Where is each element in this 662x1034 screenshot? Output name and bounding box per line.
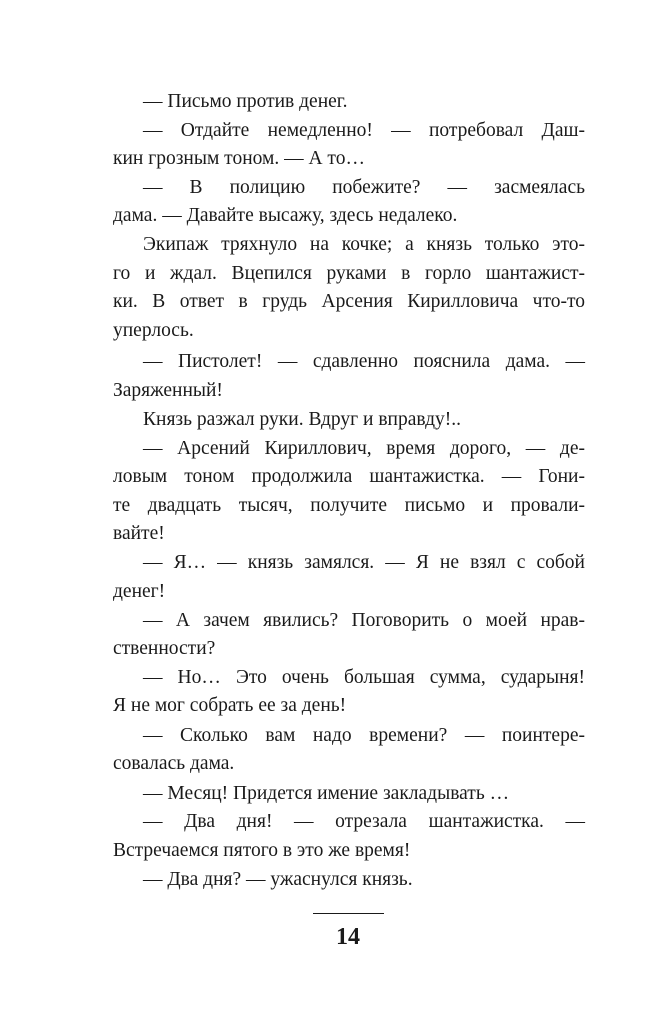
text-line: вайте! (113, 523, 165, 544)
text-line: ки. В ответ в грудь Арсения Кирилловича что-то (113, 291, 585, 312)
text-line: Князь разжал руки. Вдруг и вправду!.. (143, 409, 461, 430)
text-line: Я не мог собрать ее за день! (113, 695, 347, 716)
text-line: — Пистолет! — сдавленно пояснила дама. — (143, 351, 585, 372)
text-line: го и ждал. Вцепился руками в горло шантажист- (113, 263, 585, 284)
text-line: — Я… — князь замялся. — Я не взял с собой (143, 552, 585, 573)
text-line: — Но… Это очень большая сумма, сударыня! (143, 667, 585, 688)
text-line: Заряженный! (113, 380, 223, 401)
text-line: — Отдайте немедленно! — потребовал Даш- (143, 120, 585, 141)
text-line: совалась дама. (113, 753, 235, 774)
text-line: — Месяц! Придется имение закладывать … (143, 783, 510, 804)
text-line: Экипаж тряхнуло на кочке; а князь только это- (143, 234, 585, 255)
page-number: 14 (336, 924, 360, 950)
text-line: дама. — Давайте высажу, здесь недалеко. (113, 205, 458, 226)
text-line: — Два дня! — отрезала шантажистка. — (143, 811, 585, 832)
text-line: Встречаемся пятого в это же время! (113, 840, 411, 861)
text-line: ственности? (113, 638, 216, 659)
text-line: денег! (113, 581, 166, 602)
text-line: — А зачем явились? Поговорить о моей нрав- (143, 610, 585, 631)
text-line: кин грозным тоном. — А то… (113, 148, 365, 169)
page-number-rule (313, 913, 384, 914)
text-line: — Сколько вам надо времени? — поинтере- (143, 725, 585, 746)
text-line: — Арсений Кириллович, время дорого, — де- (143, 438, 585, 459)
text-line: уперлось. (113, 320, 194, 341)
text-line: — Письмо против денег. (143, 91, 348, 112)
text-line: ловым тоном продолжила шантажистка. — Гони- (113, 466, 585, 487)
text-line: те двадцать тысяч, получите письмо и провали- (113, 495, 585, 516)
text-line: — Два дня? — ужаснулся князь. (143, 869, 413, 890)
text-line: — В полицию побежите? — засмеялась (143, 177, 585, 198)
